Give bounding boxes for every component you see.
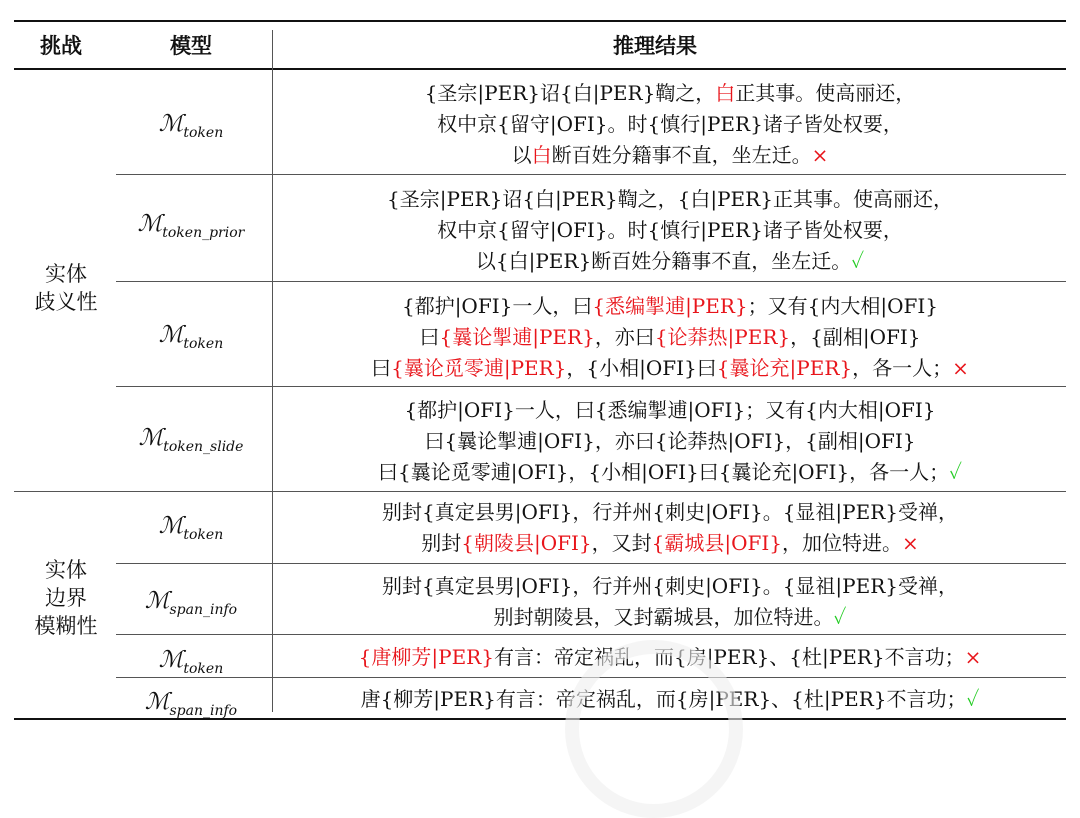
result-text: 有言：帝定祸乱，而{房|PER}、{杜|PER}不言功； [493, 645, 965, 669]
result-text: 曰{曩论掣逋|OFI}，亦曰{论莽热|OFI}，{副相|OFI} [424, 429, 916, 453]
row-sep-2 [116, 281, 1066, 282]
error-entity: {曩论掣逋|PER} [439, 325, 595, 349]
error-entity: {曩论觅零逋|PER} [391, 356, 567, 380]
result-text: ，又封 [591, 531, 652, 555]
result-text: {圣宗|PER}诏{白|PER}鞫之， [424, 81, 716, 105]
result-text: 正其事。使高丽还， [735, 81, 916, 105]
result-text: {圣宗|PER}诏{白|PER}鞫之，{白|PER}正其事。使高丽还， [387, 187, 953, 211]
result-line [276, 497, 1064, 528]
header-rule [14, 68, 1066, 70]
result-line [276, 457, 1064, 488]
result-line [276, 602, 1064, 633]
result-line [276, 78, 1064, 109]
model-subscript: span_info [169, 602, 238, 618]
error-entity: {唐柳芳|PER} [358, 645, 494, 669]
result-cell [276, 395, 1064, 488]
model-symbol: ℳ [158, 111, 184, 137]
result-line [276, 571, 1064, 602]
model-subscript: span_info [169, 703, 238, 719]
result-text: 曰{曩论觅零逋|OFI}，{小相|OFI}曰{曩论充|OFI}，各一人； [378, 460, 950, 484]
category-line: 实体 [45, 262, 87, 286]
result-text: ，{小相|OFI}曰 [566, 356, 717, 380]
model-symbol: ℳ [138, 425, 164, 451]
model-subscript: token [183, 336, 224, 352]
result-line [276, 395, 1064, 426]
result-line [276, 109, 1064, 140]
check-icon: ✓ [833, 605, 847, 629]
result-text: {都护|OFI}一人，曰 [401, 294, 593, 318]
result-text: 别封朝陵县，又封霸城县，加位特进。 [493, 605, 834, 629]
result-text: ，加位特进。 [781, 531, 902, 555]
result-text: 别封{真定县男|OFI}，行并州{刺史|OFI}。{显祖|PER}受禅， [381, 500, 959, 524]
model-label [116, 211, 266, 241]
result-text: 别封{真定县男|OFI}，行并州{刺史|OFI}。{显祖|PER}受禅， [381, 574, 959, 598]
result-line [276, 353, 1064, 384]
row-sep-1 [116, 174, 1066, 175]
check-icon: ✓ [949, 460, 962, 484]
cross-icon: × [952, 356, 969, 380]
model-symbol: ℳ [144, 588, 170, 614]
row-sep-5 [116, 634, 1066, 635]
model-label [116, 425, 266, 455]
model-symbol: ℳ [158, 322, 184, 348]
error-entity: 白 [531, 143, 552, 167]
result-cell [276, 291, 1064, 384]
group-divider [14, 491, 1066, 492]
model-label [116, 111, 266, 141]
error-entity: {朝陵县|OFI} [461, 531, 592, 555]
result-line [276, 215, 1064, 246]
result-text: 以{白|PER}断百姓分籍事不直，坐左迁。 [475, 249, 852, 273]
cross-icon: × [964, 645, 982, 669]
top-rule [14, 20, 1066, 22]
category-boundary [24, 556, 108, 640]
result-text: {都护|OFI}一人，曰{悉编掣逋|OFI}；又有{内大相|OFI} [404, 398, 936, 422]
category-line: 实体 [45, 558, 87, 582]
result-text: 权中京{留守|OFI}。时{慎行|PER}诸子皆处权要， [437, 112, 903, 136]
result-text: 断百姓分籍事不直，坐左迁。 [551, 143, 812, 167]
watermark-logo [565, 640, 743, 818]
model-symbol: ℳ [144, 689, 170, 715]
category-line: 歧义性 [34, 290, 98, 314]
result-cell [276, 497, 1064, 559]
row-sep-4 [116, 563, 1066, 564]
header-model: 模型 [170, 34, 212, 58]
error-entity: {霸城县|OFI} [651, 531, 782, 555]
check-icon: ✓ [851, 249, 865, 273]
result-text: 别封 [421, 531, 462, 555]
result-line [276, 184, 1064, 215]
model-label [116, 513, 266, 543]
model-subscript: token [183, 661, 224, 677]
header-result: 推理结果 [613, 34, 697, 58]
error-entity: {论莽热|PER} [654, 325, 791, 349]
result-text: 曰 [371, 356, 392, 380]
category-line: 边界 [45, 586, 87, 610]
model-symbol: ℳ [158, 513, 184, 539]
model-label [116, 689, 266, 719]
category-ambiguity [24, 260, 108, 316]
result-text: ，各一人； [852, 356, 953, 380]
column-divider [272, 30, 273, 712]
result-text: ；又有{内大相|OFI} [747, 294, 939, 318]
result-text: ，{副相|OFI} [790, 325, 921, 349]
result-text: 以 [511, 143, 532, 167]
model-label [116, 322, 266, 352]
cross-icon: × [811, 143, 829, 167]
result-line [276, 322, 1064, 353]
row-sep-3 [116, 386, 1066, 387]
model-label [116, 647, 266, 677]
result-cell [276, 78, 1064, 171]
error-entity: {曩论充|PER} [716, 356, 853, 380]
result-text: ，亦曰 [594, 325, 655, 349]
header-challenge: 挑战 [40, 34, 82, 58]
model-label [116, 588, 266, 618]
result-text: 唐{柳芳|PER}有言：帝定祸乱，而{房|PER}、{杜|PER}不言功； [360, 687, 967, 711]
model-symbol: ℳ [158, 647, 184, 673]
result-line [276, 426, 1064, 457]
check-icon: ✓ [966, 687, 980, 711]
category-line: 模糊性 [34, 614, 98, 638]
model-symbol: ℳ [137, 211, 163, 237]
cross-icon: × [901, 531, 919, 555]
error-entity: {悉编掣逋|PER} [592, 294, 748, 318]
model-subscript: token [183, 527, 224, 543]
result-line [276, 528, 1064, 559]
model-subscript: token_prior [162, 225, 245, 241]
model-subscript: token [183, 125, 224, 141]
result-line [276, 140, 1064, 171]
result-text: 权中京{留守|OFI}。时{慎行|PER}诸子皆处权要， [437, 218, 903, 242]
model-subscript: token_slide [163, 439, 244, 455]
result-line [276, 291, 1064, 322]
result-cell [276, 184, 1064, 277]
result-line [276, 246, 1064, 277]
result-text: 曰 [419, 325, 440, 349]
result-cell [276, 571, 1064, 633]
error-entity: 白 [715, 81, 736, 105]
